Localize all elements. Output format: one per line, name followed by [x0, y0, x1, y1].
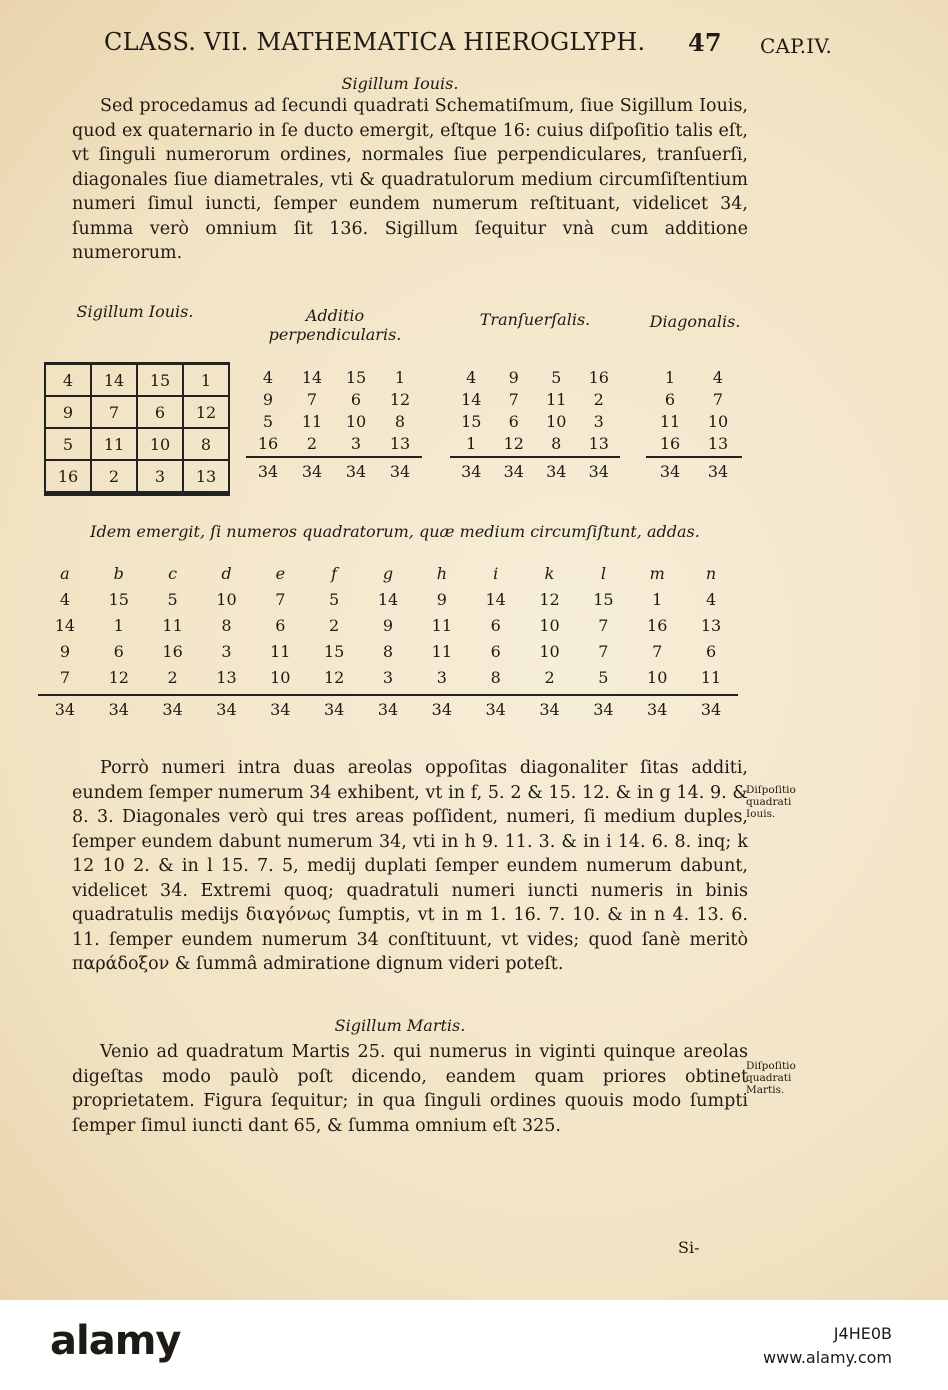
margin-note-mars: Diſpoſitio quadrati Martis. [746, 1060, 796, 1096]
table-number: 15 [345, 368, 367, 387]
table-number: 4 [262, 368, 274, 387]
table-number: 10 [546, 412, 567, 431]
table-number: 14 [377, 590, 399, 609]
table-number: 5 [262, 412, 274, 431]
table-number: 9 [59, 642, 71, 661]
seal-cell: 14 [91, 365, 137, 396]
table-number: 11 [700, 668, 722, 687]
sum-number: 34 [694, 456, 742, 481]
table-number: 5 [329, 590, 340, 609]
column-letter: n [705, 564, 717, 583]
seal-row [46, 460, 229, 492]
table-number: 8 [221, 616, 232, 635]
table-number: 6 [508, 412, 519, 431]
table-number: 11 [659, 412, 681, 431]
table-number: 16 [647, 616, 668, 635]
table-number: 6 [490, 616, 501, 635]
watermark-footer [0, 1300, 948, 1390]
column-letter: d [221, 564, 232, 583]
table-number: 10 [216, 590, 237, 609]
table-number: 2 [544, 668, 555, 687]
table-number: 3 [350, 434, 362, 453]
sum-row [38, 694, 738, 726]
column-letter: f [331, 564, 338, 583]
letter-table [38, 564, 738, 726]
sum-number: 34 [539, 700, 560, 719]
column-letter: m [649, 564, 665, 583]
sum-number: 34 [700, 700, 722, 719]
table-number: 1 [394, 368, 406, 387]
sum-number: 34 [334, 456, 378, 481]
table-number: 7 [712, 390, 724, 409]
table-number: 11 [162, 616, 183, 635]
column-letter: k [544, 564, 555, 583]
sum-number: 34 [493, 456, 536, 481]
table-number: 3 [436, 668, 447, 687]
sum-number: 34 [54, 700, 76, 719]
chapter-label: CAP.IV. [760, 34, 833, 58]
seal-cell: 8 [183, 428, 229, 460]
table-number: 7 [306, 390, 318, 409]
table-number: 7 [598, 642, 609, 661]
table-number: 3 [221, 642, 232, 661]
seal-row [46, 365, 229, 396]
table-number: 2 [329, 616, 340, 635]
table-number: 8 [382, 642, 394, 661]
table-number: 5 [167, 590, 178, 609]
sum-number: 34 [646, 456, 694, 481]
table-number: 2 [306, 434, 318, 453]
sum-number: 34 [535, 456, 578, 481]
table-number: 13 [216, 668, 237, 687]
table-number: 10 [707, 412, 729, 431]
table-number: 10 [345, 412, 367, 431]
table-number: 7 [598, 616, 609, 635]
table-number: 10 [539, 642, 560, 661]
sum-number: 34 [450, 456, 493, 481]
table-number: 1 [113, 616, 124, 635]
table-number: 1 [652, 590, 663, 609]
table-number: 16 [588, 368, 609, 387]
table-number: 14 [301, 368, 323, 387]
seal-row [46, 428, 229, 460]
table-number: 6 [275, 616, 286, 635]
alamy-logo: alamy [50, 1318, 181, 1364]
table-number: 6 [350, 390, 362, 409]
table-number: 7 [59, 668, 71, 687]
column-letter: g [382, 564, 394, 583]
table-number: 5 [551, 368, 562, 387]
table-number: 15 [593, 590, 614, 609]
table-number: 1 [664, 368, 676, 387]
seal-cell: 15 [137, 365, 183, 396]
table-number: 16 [257, 434, 279, 453]
table-number: 8 [394, 412, 406, 431]
table-number: 10 [539, 616, 560, 635]
mars-paragraph: Venio ad quadratum Martis 25. qui numerus in viginti quinque areolas digeſtas modo paulò poſt dicendo, eandem quam priores obtinet proprietatem. Figura ſequitur; in qua ſinguli ordines quouis modo ſumpti ſemper ſimul iuncti dant 65, & ſumma omnium eſt 325. [72, 1042, 748, 1136]
table-number: 2 [593, 390, 604, 409]
perpendicular-title: Additio perpendicularis. [268, 306, 402, 344]
table-number: 8 [490, 668, 501, 687]
table-number: 6 [705, 642, 717, 661]
table-number: 13 [700, 616, 722, 635]
properties-paragraph: Porrò numeri intra duas areolas oppoſitas diagonaliter ſitas additi, eundem ſemper numerum 34 exhibent, vt in f, 5. 2 & 15. 12. & in g 14. 9. & 8. 3. Diagonales verò qui tres areas poſſident, numeri, ſi medium duples, ſemper eundem dabunt numerum 34, vti in h 9. 11. 3. & in i 14. 6. 8. inq; k 12 10 2. & in l 15. 7. 5, medij duplati ſemper eundem numerum dabunt, videlicet 34. Extremi quoq; quadratuli numeri iuncti numeris in binis quadratulis medijs διαγόνως ſumptis, vt in m 1. 16. 7. 10. & in n 4. 13. 6. 11. ſemper eundem numerum 34 conſtituunt, vt vides; quod ſanè meritò παράδοξον & ſummâ admiratione dignum videri poteſt. [72, 758, 748, 974]
table-number: 16 [162, 642, 183, 661]
sum-number: 34 [593, 700, 614, 719]
running-title: CLASS. VII. MATHEMATICA HIEROGLYPH. [104, 28, 646, 56]
sum-number: 34 [108, 700, 129, 719]
table-number: 4 [59, 590, 71, 609]
table-number: 9 [262, 390, 274, 409]
sum-number: 34 [270, 700, 291, 719]
table-number: 11 [431, 616, 453, 635]
table-number: 9 [436, 590, 447, 609]
table-number: 10 [647, 668, 668, 687]
column-letter: h [436, 564, 447, 583]
seal-cell: 12 [183, 396, 229, 428]
table-number: 12 [539, 590, 560, 609]
sum-number: 34 [290, 456, 334, 481]
table-number: 3 [382, 668, 394, 687]
section-title-jupiter: Sigillum Iouis. [341, 74, 459, 93]
seal-cell: 10 [137, 428, 183, 460]
diagonal-title: Diagonalis. [649, 312, 741, 331]
jupiter-seal-grid [44, 362, 230, 496]
table-number: 9 [508, 368, 519, 387]
seal-cell: 6 [137, 396, 183, 428]
sum-number: 34 [162, 700, 183, 719]
caption: Idem emergit, ſi numeros quadratorum, quæ medium circumſiſtunt, addas. [90, 522, 700, 541]
sum-number: 34 [431, 700, 453, 719]
margin-note-jupiter: Diſpoſitio quadrati Iouis. [746, 784, 796, 820]
page-number: 47 [688, 28, 722, 57]
table-number: 15 [108, 590, 129, 609]
table-number: 14 [54, 616, 76, 635]
stock-info: J4HE0B www.alamy.com [763, 1324, 892, 1367]
table-number: 12 [323, 668, 345, 687]
table-number: 3 [593, 412, 604, 431]
sum-number: 34 [377, 700, 399, 719]
table-number: 15 [323, 642, 345, 661]
number-row [38, 668, 738, 694]
table-number: 11 [270, 642, 291, 661]
sum-number: 34 [246, 456, 290, 481]
table-number: 5 [598, 668, 609, 687]
sum-number: 34 [323, 700, 345, 719]
table-number: 6 [113, 642, 124, 661]
column-letter: b [113, 564, 124, 583]
table-number: 15 [461, 412, 482, 431]
sum-number: 34 [485, 700, 506, 719]
table-number: 4 [705, 590, 717, 609]
seal-cell: 5 [46, 428, 91, 460]
seal-row [46, 396, 229, 428]
table-number: 11 [546, 390, 567, 409]
column-letter: c [168, 564, 178, 583]
table-number: 6 [664, 390, 676, 409]
table-number: 1 [466, 434, 477, 453]
table-number: 14 [485, 590, 506, 609]
column-letter: e [275, 564, 286, 583]
table-number: 9 [382, 616, 394, 635]
transversal-table [450, 368, 620, 481]
letter-row [38, 564, 738, 590]
table-number: 8 [551, 434, 562, 453]
table-number: 14 [461, 390, 482, 409]
number-row [38, 616, 738, 642]
table-number: 11 [431, 642, 453, 661]
table-number: 4 [712, 368, 724, 387]
table-number: 7 [652, 642, 663, 661]
number-row [38, 590, 738, 616]
table-number: 12 [503, 434, 524, 453]
number-row [38, 642, 738, 668]
seal-cell: 7 [91, 396, 137, 428]
table-number: 11 [301, 412, 323, 431]
sum-number: 34 [647, 700, 668, 719]
table-number: 13 [588, 434, 609, 453]
seal-cell: 16 [46, 460, 91, 492]
table-number: 2 [167, 668, 178, 687]
seal-cell: 13 [183, 460, 229, 492]
transversal-title: Tranſuerſalis. [479, 310, 591, 329]
seal-cell: 9 [46, 396, 91, 428]
table-number: 16 [659, 434, 681, 453]
intro-paragraph: Sed procedamus ad ſecundi quadrati Schematiſmum, ſiue Sigillum Iouis, quod ex quaternario in ſe ducto emergit, eſtque 16: cuius diſpoſitio talis eſt, vt ſinguli numerorum ordines, normales ſiue perpendiculares, tranſuerſi, diagonales ſiue diametrales, vti & quadratulorum medium circumſiſtentium numeri ſimul iuncti, ſemper eundem numerum reſtituant, videlicet 34, ſumma verò omnium ſit 136. Sigillum ſequitur vnà cum additione numerorum. [72, 96, 748, 263]
table-number: 7 [508, 390, 519, 409]
column-letter: a [60, 564, 70, 583]
catchword: Si- [678, 1238, 700, 1257]
table-number: 12 [108, 668, 129, 687]
table-number: 12 [389, 390, 411, 409]
seal-cell: 2 [91, 460, 137, 492]
table-number: 4 [466, 368, 477, 387]
sum-number: 34 [578, 456, 621, 481]
seal-cell: 11 [91, 428, 137, 460]
seal-cell: 4 [46, 365, 91, 396]
table-number: 7 [275, 590, 286, 609]
section-title-mars: Sigillum Martis. [334, 1016, 466, 1035]
seal-cell: 3 [137, 460, 183, 492]
seal-cell: 1 [183, 365, 229, 396]
seal-title: Sigillum Iouis. [76, 302, 194, 321]
sum-number: 34 [216, 700, 237, 719]
column-letter: i [493, 564, 499, 583]
table-number: 13 [707, 434, 729, 453]
diagonal-table [646, 368, 742, 481]
table-number: 10 [270, 668, 291, 687]
table-number: 6 [490, 642, 501, 661]
perpendicular-table [246, 368, 422, 481]
table-number: 13 [389, 434, 411, 453]
sum-number: 34 [378, 456, 422, 481]
column-letter: l [600, 564, 606, 583]
